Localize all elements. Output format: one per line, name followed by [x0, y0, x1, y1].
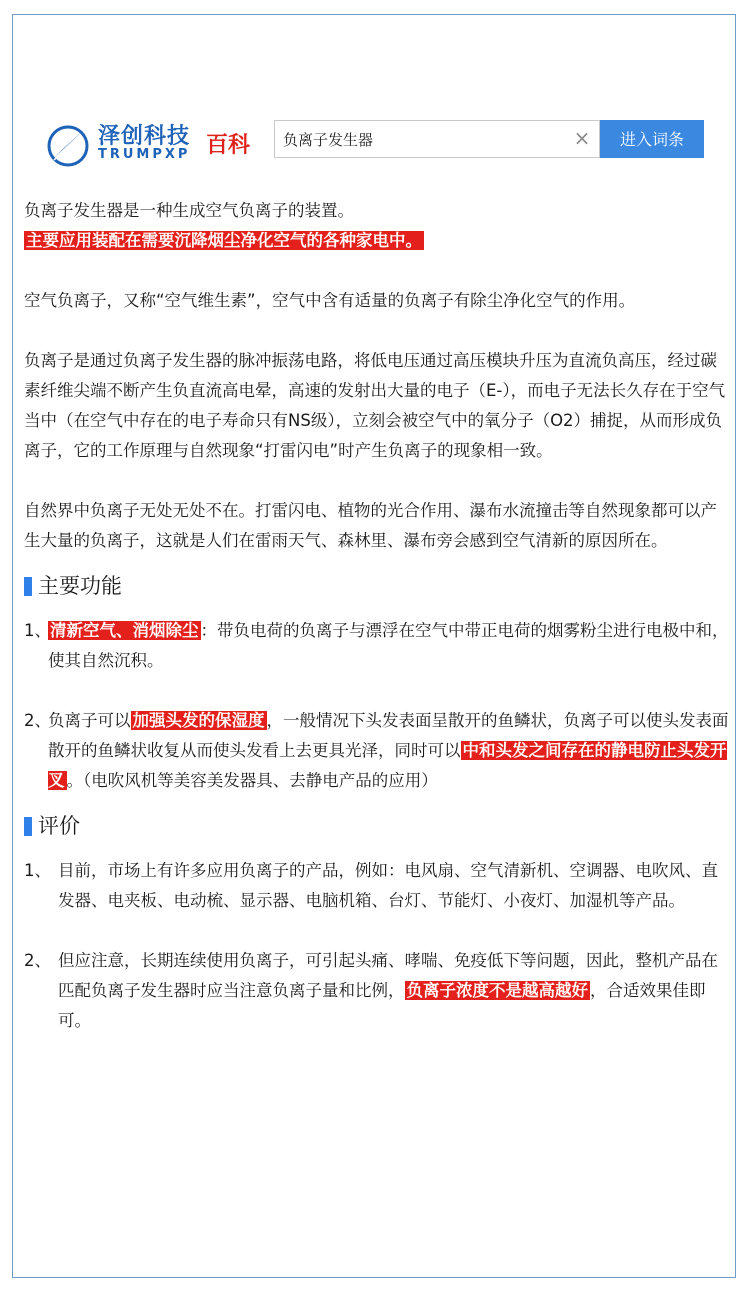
highlight-text: 负离子浓度不是越高越好	[406, 981, 588, 1000]
enter-entry-button[interactable]: 进入词条	[600, 120, 704, 158]
evaluation-item-1	[24, 856, 732, 916]
search-box	[274, 120, 600, 158]
search-input[interactable]	[275, 121, 565, 157]
baike-label: 百科	[206, 133, 251, 158]
evaluation-item-2	[24, 946, 732, 1036]
item-number: 2、	[24, 951, 51, 970]
intro-line: 负离子发生器是一种生成空气负离子的装置。	[24, 201, 354, 220]
highlight-text: 清新空气、消烟除尘	[50, 621, 199, 640]
clear-icon[interactable]: ×	[573, 126, 591, 150]
paragraph-principle: 负离子是通过负离子发生器的脉冲振荡电路，将低电压通过高压模块升压为直流负高压，经过碳素纤维尖端不断产生负直流高电晕，高速的发射出大量的电子（E-），而电子无法长久存在于空气当中（在空气中存在的电子寿命只有NS级），立刻会被空气中的氧分子（O2）捕捉，从而形成负离子，它的工作原理与自然现象“打雷闪电”时产生负离子的现象相一致。	[24, 351, 726, 460]
item-number: 2、	[24, 711, 51, 730]
section-title-functions: 主要功能	[24, 566, 732, 606]
highlight-text: 主要应用装配在需要沉降烟尘净化空气的各种家电中。	[26, 231, 422, 250]
function-item-1	[24, 616, 732, 676]
highlight-text: 中和头发之间存在的静电防止头发开叉	[48, 741, 727, 790]
header-bar	[44, 118, 706, 166]
highlight-text: 加强头发的保湿度	[132, 711, 265, 730]
item-text: 负离子可以	[48, 711, 131, 730]
item-text: 但应注意，长期连续使用负离子，可引起头痛、哮喘、免疫低下等问题，因此，整机产品在匹配负离子发生器时应当注意负离子量和比例，	[58, 951, 718, 1000]
paragraph-nature: 自然界中负离子无处无处不在。打雷闪电、植物的光合作用、瀑布水流撞击等自然现象都可以产生大量的负离子，这就是人们在雷雨天气、森林里、瀑布旁会感到空气清新的原因所在。	[24, 501, 717, 550]
brand-name-en: TRUMPXP	[98, 147, 191, 162]
item-text: ，一般情况下头发表面呈散开的鱼鳞状，负离子可以使头发表面散开的鱼鳞状收复从而使头发看上去更具光泽，同时可以	[48, 711, 729, 760]
article-content	[24, 196, 732, 1036]
function-item-2	[24, 706, 732, 796]
logo-swoosh-icon	[44, 120, 94, 170]
item-text: 。（电吹风机等美容美发器具、去静电产品的应用）	[66, 771, 438, 790]
brand-name-cn: 泽创科技	[98, 124, 191, 149]
item-text: 目前，市场上有许多应用负离子的产品，例如：电风扇、空气清新机、空调器、电吹风、直发器、电夹板、电动梳、显示器、电脑机箱、台灯、节能灯、小夜灯、加湿机等产品。	[58, 861, 718, 910]
intro-highlight-line	[24, 226, 732, 256]
site-logo[interactable]	[44, 118, 259, 166]
section-title-evaluation: 评价	[24, 806, 732, 846]
item-text: ：带负电荷的负离子与漂浮在空气中带正电荷的烟雾粉尘进行电极中和，使其自然沉积。	[48, 621, 729, 670]
paragraph-air-vitamin: 空气负离子，又称“空气维生素”，空气中含有适量的负离子有除尘净化空气的作用。	[24, 291, 636, 310]
item-number: 1、	[24, 621, 51, 640]
item-number: 1、	[24, 861, 51, 880]
item-text: ，合适效果佳即可。	[58, 981, 706, 1030]
